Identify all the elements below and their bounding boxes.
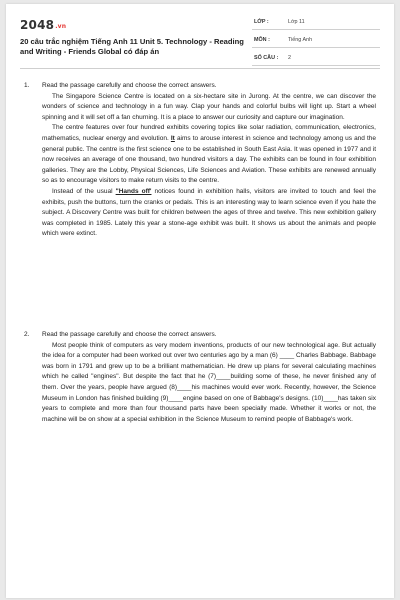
- meta-label: MÔN :: [254, 37, 270, 43]
- passage-paragraph: The Singapore Science Centre is located on a six-hectare site in Jurong. At the centre, we can discover the wonders of science and technology in a fun way. Clap your hands and colorful bulbs will light up. Start a wheel spinning and it will set off a fan churning. It is a place to answer our curiosity and capture our imagination.: [42, 92, 376, 121]
- meta-table: [252, 16, 380, 70]
- question-body: [42, 81, 376, 240]
- question-1: [20, 81, 376, 240]
- header-divider: [20, 68, 380, 69]
- document-title: 20 câu trắc nghiệm Tiếng Anh 11 Unit 5. Technology - Reading and Writing - Friends Global có đáp án: [20, 37, 244, 56]
- question-instruction: Read the passage carefully and choose the correct answers.: [42, 331, 217, 338]
- meta-label: LỚP :: [254, 19, 269, 25]
- logo-text: 2048: [20, 18, 55, 32]
- meta-value: 2: [288, 55, 291, 61]
- meta-value: Tiếng Anh: [288, 37, 313, 43]
- passage-text: Instead of the usual: [52, 187, 113, 195]
- highlighted-phrase: "Hands off': [115, 187, 152, 195]
- question-number: 1.: [24, 82, 30, 89]
- meta-row-count: [252, 52, 380, 66]
- highlighted-word: It: [170, 134, 175, 142]
- passage-paragraph: [42, 123, 376, 187]
- question-2: [20, 330, 376, 425]
- meta-row-subject: [252, 34, 380, 48]
- document-page: [6, 4, 394, 598]
- meta-label: SỐ CÂU :: [254, 55, 279, 61]
- logo-tld: .vn: [55, 23, 67, 30]
- meta-value: Lớp 11: [288, 19, 305, 25]
- passage-text: The centre features over four hundred exhibits covering topics like solar radiation, communication, electronics, mathematics, nuclear energy and evolution.: [42, 124, 376, 142]
- passage-text: notices found in exhibition halls, visitors are invited to touch and feel the exhibits, push the buttons, turn the cranks or pedals. This is an interesting way to learn science even if you hate the subject. A Discovery Centre was built for children between the ages of three and twelve. This new exhibition gallery was completed in 1985. Lately this year a stone-age exhibit was built. It shows us about the animals and people which were extinct.: [42, 187, 376, 238]
- question-instruction: Read the passage carefully and choose the correct answers.: [42, 82, 217, 89]
- passage-paragraph: Most people think of computers as very modern inventions, products of our new technological age. But actually the idea for a computer had been worked out over two centuries ago by a man (6) ____ Charles Babbage. Babbage was born in 1791 and grew up to be a brilliant mathematician. He drew up plans for several calculating machines which he called "engines". But despite the fact that he (7)____building some of these, he never finished any of them. Over the years, people have argued (8)____his machines would ever work. Recently, however, the Science Museum in London has finished building (9)____engine based on one of Babbage's designs. (10)____has taken six years to complete and more than four thousand parts have been specially made. Whether it works or not, the machine will be on show at a special exhibition in the Science Museum to remind people of Babbage's work.: [42, 341, 376, 423]
- meta-row-class: [252, 16, 380, 30]
- passage-paragraph: [42, 187, 376, 240]
- site-logo[interactable]: [20, 18, 66, 32]
- passage-text: aims to arouse interest in science and technology among us and the general public. The centre is the first science one to be established in South East Asia. It was opened in 1977 and it now receives an average of one thousand, two hundred visitors a day. The exhibits can be found in four exhibition galleries. They are the Lobby, Physical Sciences, Life Sciences and Aviation. These exhibits are renewed annually so as to encourage visitors to make return visits to the centre.: [42, 134, 377, 185]
- question-body: [42, 330, 376, 425]
- question-number: 2.: [24, 331, 30, 338]
